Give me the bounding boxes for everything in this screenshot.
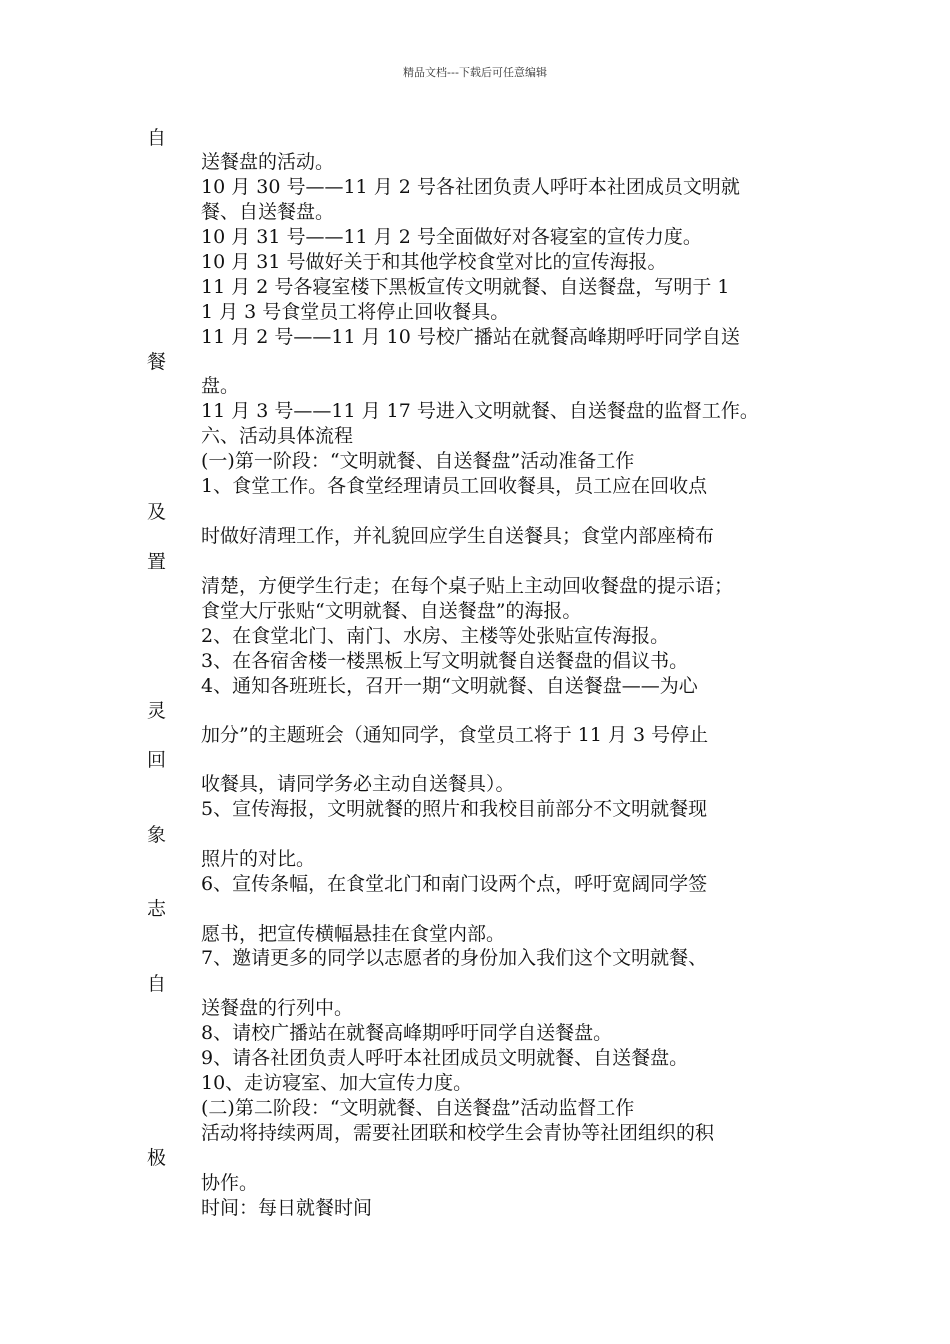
- margin-char: 志: [147, 898, 167, 920]
- text-line: 愿书，把宣传横幅悬挂在食堂内部。: [201, 923, 506, 945]
- text-line: 7、邀请更多的同学以志愿者的身份加入我们这个文明就餐、: [201, 947, 708, 969]
- text-line: 11 月 2 号各寝室楼下黑板宣传文明就餐、自送餐盘，写明于 1: [201, 276, 730, 298]
- text-line: 9、请各社团负责人呼吁本社团成员文明就餐、自送餐盘。: [201, 1047, 689, 1069]
- text-line: 6、宣传条幅，在食堂北门和南门设两个点，呼吁宽阔同学签: [201, 873, 708, 895]
- text-line: 10 月 31 号——11 月 2 号全面做好对各寝室的宣传力度。: [201, 226, 702, 248]
- margin-char: 自: [147, 973, 167, 995]
- text-line: 协作。: [201, 1172, 259, 1194]
- text-line: 餐、自送餐盘。: [201, 201, 335, 223]
- text-line: 活动将持续两周，需要社团联和校学生会青协等社团组织的积: [201, 1122, 715, 1144]
- text-line: 照片的对比。: [201, 848, 316, 870]
- margin-char: 回: [147, 749, 167, 771]
- text-line: 加分”的主题班会（通知同学，食堂员工将于 11 月 3 号停止: [201, 724, 709, 746]
- text-line: (二)第二阶段：“文明就餐、自送餐盘”活动监督工作: [201, 1097, 635, 1119]
- text-line: 5、宣传海报，文明就餐的照片和我校目前部分不文明就餐现: [201, 798, 708, 820]
- page-header: 精品文档---下载后可任意编辑: [403, 66, 547, 79]
- text-line: 10 月 31 号做好关于和其他学校食堂对比的宣传海报。: [201, 251, 667, 273]
- text-line: 10 月 30 号——11 月 2 号各社团负责人呼吁本社团成员文明就: [201, 176, 740, 198]
- margin-char: 象: [147, 824, 167, 846]
- text-line: 清楚，方便学生行走；在每个桌子贴上主动回收餐盘的提示语；: [201, 575, 734, 597]
- text-line: 时做好清理工作，并礼貌回应学生自送餐具；食堂内部座椅布: [201, 525, 715, 547]
- text-line: 1 月 3 号食堂员工将停止回收餐具。: [201, 301, 510, 323]
- text-line: 收餐具，请同学务必主动自送餐具）。: [201, 773, 515, 795]
- text-line: 送餐盘的行列中。: [201, 997, 354, 1019]
- text-line: 11 月 2 号——11 月 10 号校广播站在就餐高峰期呼吁同学自送: [201, 326, 740, 348]
- text-line: (一)第一阶段：“文明就餐、自送餐盘”活动准备工作: [201, 450, 635, 472]
- text-line: 1、食堂工作。各食堂经理请员工回收餐具，员工应在回收点: [201, 475, 708, 497]
- margin-char: 极: [147, 1147, 167, 1169]
- margin-char: 餐: [147, 351, 167, 373]
- text-line: 六、活动具体流程: [201, 425, 354, 447]
- margin-char: 置: [147, 551, 167, 573]
- text-line: 盘。: [201, 375, 240, 397]
- text-line: 时间：每日就餐时间: [201, 1197, 373, 1219]
- text-line: 4、通知各班班长，召开一期“文明就餐、自送餐盘——为心: [201, 675, 698, 697]
- margin-char: 自: [147, 127, 167, 149]
- margin-char: 灵: [147, 700, 167, 722]
- text-line: 2、在食堂北门、南门、水房、主楼等处张贴宣传海报。: [201, 625, 670, 647]
- text-line: 食堂大厅张贴“文明就餐、自送餐盘”的海报。: [201, 600, 582, 622]
- text-line: 10、走访寝室、加大宣传力度。: [201, 1072, 473, 1094]
- text-line: 送餐盘的活动。: [201, 151, 335, 173]
- margin-char: 及: [147, 501, 167, 523]
- text-line: 11 月 3 号——11 月 17 号进入文明就餐、自送餐盘的监督工作。: [201, 400, 759, 422]
- text-line: 3、在各宿舍楼一楼黑板上写文明就餐自送餐盘的倡议书。: [201, 650, 689, 672]
- text-line: 8、请校广播站在就餐高峰期呼吁同学自送餐盘。: [201, 1022, 613, 1044]
